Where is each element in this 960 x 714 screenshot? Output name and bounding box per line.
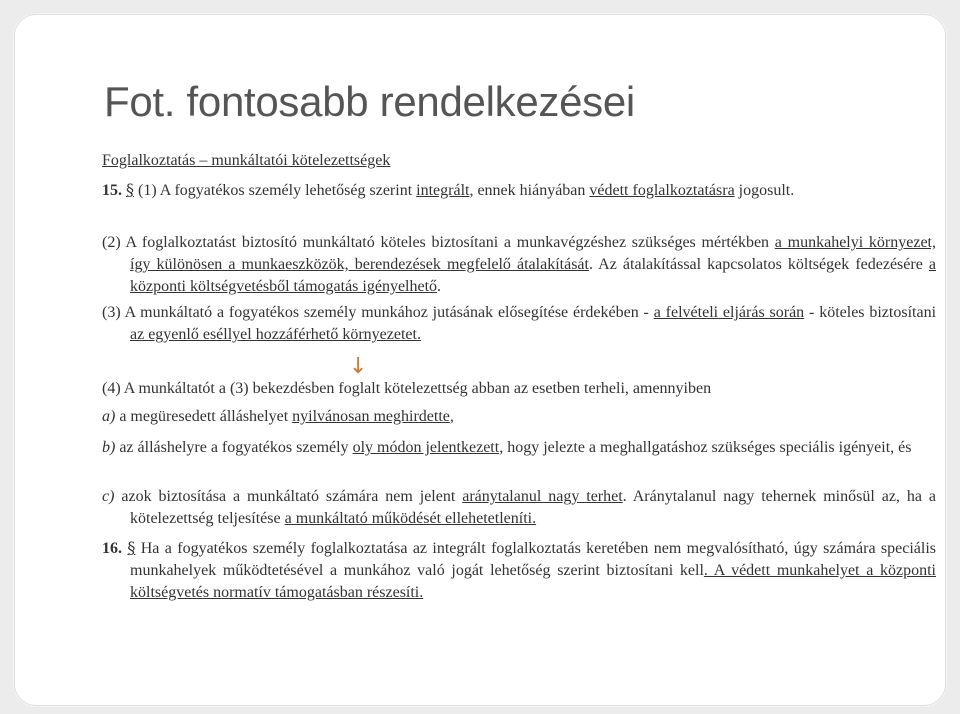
- text: . Aránytalanul nagy tehernek minősül az, ha a kötelezettség teljesítése: [130, 488, 937, 527]
- underlined-text: a felvételi eljárás során: [653, 304, 805, 321]
- text: jogosult.: [734, 182, 795, 199]
- section-sign: §: [126, 180, 134, 199]
- paragraph-15: [102, 179, 936, 202]
- text: (2) A foglalkoztatást biztosító munkáltató köteles biztosítani a munkavégzéshez szükséges mértékben: [102, 234, 775, 251]
- section-number: 15.: [102, 182, 122, 199]
- underlined-text: a munkahelyi környezet, így különösen a munkaeszközök, berendezések megfelelő átalakítását: [130, 234, 937, 273]
- section-number: 16.: [102, 540, 122, 557]
- section-heading: [102, 150, 908, 172]
- paragraph-2: [102, 232, 936, 298]
- text: - köteles biztosítani: [804, 304, 937, 321]
- label: b): [102, 439, 116, 456]
- underlined-text: a központi költségvetésből támogatás igényelhető: [130, 256, 937, 295]
- section-sign: §: [127, 538, 136, 557]
- text: az álláshelyre a fogyatékos személy: [115, 439, 353, 456]
- text: Ha a fogyatékos személy foglalkoztatása az integrált foglalkoztatás keretében nem megvalósítható, úgy számára speciális munkahelyek működtetésével a munkához való jogát lehetőség szerint biztosítani kell: [130, 540, 937, 579]
- underlined-text: az egyenlő eséllyel hozzáférhető környezetet.: [130, 326, 421, 343]
- page-title: Fot. fontosabb rendelkezései: [104, 78, 635, 125]
- text: .: [437, 278, 442, 295]
- text: , hogy jelezte a meghallgatáshoz szükséges speciális igényeit, és: [499, 439, 912, 456]
- condition-a: [102, 406, 936, 428]
- underlined-text: nyilvánosan meghirdette: [292, 408, 450, 425]
- label: a): [102, 408, 116, 425]
- underlined-text: oly módon jelentkezett: [352, 439, 500, 456]
- underlined-text: védett foglalkoztatásra: [589, 182, 735, 199]
- condition-b: [102, 437, 936, 459]
- text: (1) A fogyatékos személy lehetőség szerint: [138, 182, 417, 199]
- label: c): [102, 488, 115, 505]
- down-arrow-icon: ↓: [349, 354, 368, 379]
- heading-text: Foglalkoztatás – munkáltatói kötelezettségek: [102, 152, 391, 169]
- text: ,: [449, 408, 454, 425]
- paragraph-4: (4) A munkáltatót a (3) bekezdésben foglalt kötelezettség abban az esetben terheli, amennyiben: [102, 380, 712, 397]
- paragraph-16: [102, 537, 936, 604]
- underlined-text: aránytalanul nagy terhet: [462, 488, 623, 505]
- text: azok biztosítása a munkáltató számára nem jelent: [114, 488, 463, 505]
- paragraph-3: [102, 302, 936, 346]
- text: a megüresedett álláshelyet: [115, 408, 293, 425]
- text: , ennek hiányában: [469, 182, 590, 199]
- underlined-text: . A védett munkahelyet a központi költségvetés normatív támogatásban részesíti.: [130, 562, 936, 601]
- underlined-text: a munkáltató működését ellehetetleníti.: [284, 510, 537, 527]
- text: (3) A munkáltató a fogyatékos személy munkához jutásának elősegítése érdekében -: [102, 304, 654, 321]
- text: . Az átalakítással kapcsolatos költségek fedezésére: [588, 256, 929, 273]
- condition-c: [102, 486, 936, 530]
- underlined-text: integrált: [416, 182, 470, 199]
